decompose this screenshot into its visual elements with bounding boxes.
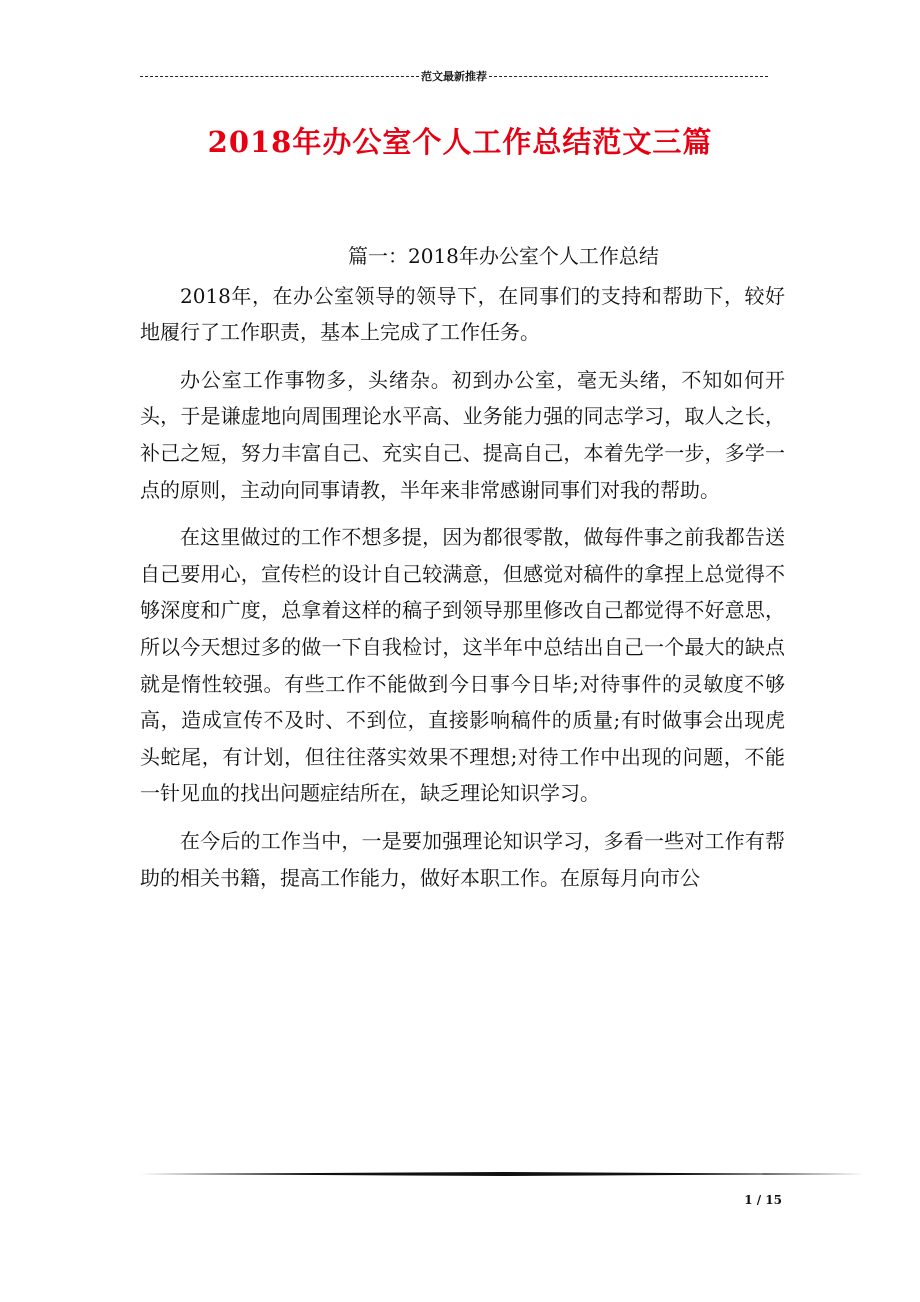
document-body: [140, 238, 785, 907]
document-title: 2018年办公室个人工作总结范文三篇: [207, 125, 713, 159]
page-header: [140, 66, 768, 86]
paragraph: 2018年，在办公室领导的领导下，在同事们的支持和帮助下，较好地履行了工作职责，基本上完成了工作任务。: [140, 283, 785, 345]
page-number: 1 / 15: [744, 1193, 782, 1207]
header-dash-left: [140, 76, 419, 77]
header-label: 范文最新推荐: [421, 70, 487, 83]
paragraph: 在这里做过的工作不想多提，因为都很零散，做每件事之前我都告送自己要用心，宣传栏的设计自己较满意，但感觉对稿件的拿捏上总觉得不够深度和广度，总拿着这样的稿子到领导那里修改自己都觉得不好意思，所以今天想过多的做一下自我检讨，这半年中总结出自己一个最大的缺点就是惰性较强。有些工作不能做到今日事今日毕;对待事件的灵敏度不够高，造成宣传不及时、不到位，直接影响稿件的质量;有时做事会出现虎头蛇尾，有计划，但往往落实效果不理想;对待工作中出现的问题，不能一针见血的找出问题症结所在，缺乏理论知识学习。: [140, 525, 785, 806]
paragraph: 在今后的工作当中，一是要加强理论知识学习，多看一些对工作有帮助的相关书籍，提高工作能力，做好本职工作。在原每月向市公: [140, 828, 785, 890]
header-dash-right: [489, 76, 768, 77]
paragraph: 办公室工作事物多，头绪杂。初到办公室，毫无头绪，不知如何开头，于是谦虚地向周围理论水平高、业务能力强的同志学习，取人之长，补己之短，努力丰富自己、充实自己、提高自己，本着先学一步，多学一点的原则，主动向同事请教，半年来非常感谢同事们对我的帮助。: [140, 367, 785, 502]
footer-rule: [140, 1172, 864, 1176]
section-heading: 篇一：2018年办公室个人工作总结: [348, 244, 659, 268]
